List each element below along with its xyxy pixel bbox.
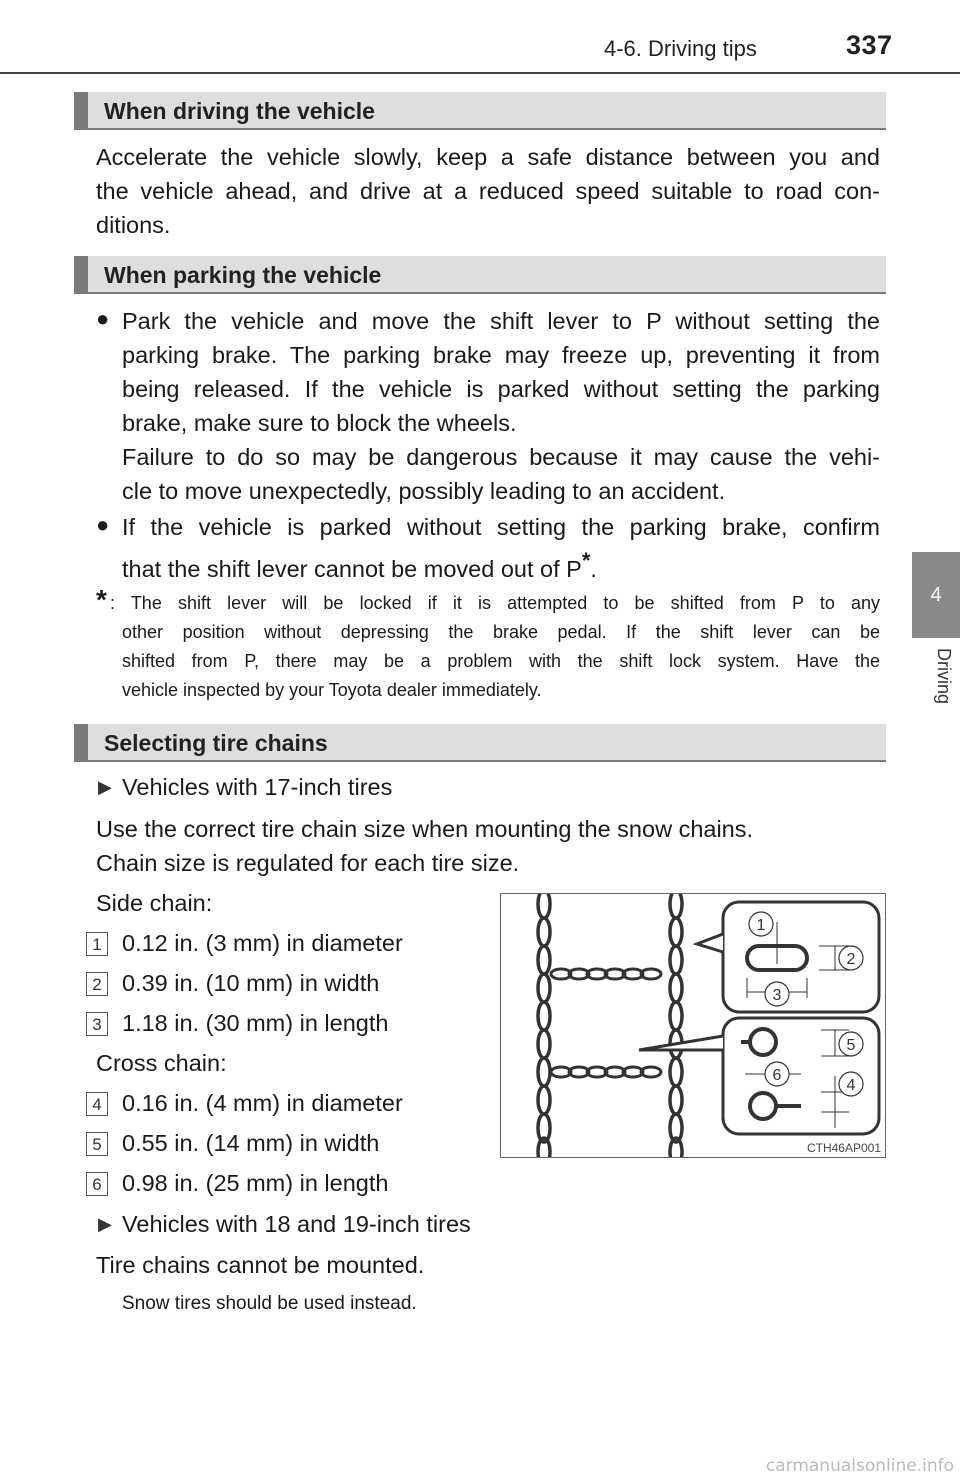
tire-chain-illustration [501, 894, 885, 1157]
callout-6: 6 [772, 1067, 782, 1084]
callout-number: 6 [86, 1172, 108, 1196]
subheading-17in: Vehicles with 17-inch tires [122, 774, 393, 800]
spec-text: 0.98 in. (25 mm) in length [122, 1170, 389, 1196]
callout-number: 3 [86, 1012, 108, 1036]
callout-4: 4 [846, 1077, 856, 1094]
side-chain-left [538, 894, 550, 1157]
cross-chain-label: Cross chain: [96, 1050, 227, 1076]
page-number: 337 [846, 30, 893, 60]
callout-number: 2 [86, 972, 108, 996]
driving-paragraph [96, 140, 880, 242]
callout-5: 5 [846, 1037, 856, 1054]
text-line: Tire chains cannot be mounted. [96, 1252, 425, 1278]
text-line: being released. If the vehicle is parked without setting the parking [122, 376, 880, 402]
chapter-label: Driving [934, 648, 954, 705]
asterisk-mark: * [581, 548, 591, 573]
note-text: Snow tires should be used instead. [122, 1293, 417, 1314]
text-line: Failure to do so may be dangerous because it may cause the vehi- [122, 444, 880, 470]
spec-text: 0.16 in. (4 mm) in diameter [122, 1090, 403, 1116]
spec-text: 0.12 in. (3 mm) in diameter [122, 930, 403, 956]
text-line: the vehicle ahead, and drive at a reduced speed suitable to road con- [96, 178, 880, 204]
text-line: vehicle inspected by your Toyota dealer immediately. [122, 680, 542, 700]
text-line [122, 544, 880, 586]
callout-2: 2 [846, 951, 856, 968]
spec-text: 0.55 in. (14 mm) in width [122, 1130, 380, 1156]
text-run: . [590, 555, 597, 582]
text-line: parking brake. The parking brake may freeze up, preventing it from [122, 342, 880, 368]
footnote-mark: * [96, 584, 107, 615]
figure-code: CTH46AP001 [806, 1141, 881, 1155]
cross-chain-lower [551, 1067, 661, 1077]
chapter-tab: 4 [912, 552, 960, 638]
callout-1: 1 [756, 917, 766, 934]
text-line: Park the vehicle and move the shift lever to P without setting the [122, 308, 880, 334]
text-line: Accelerate the vehicle slowly, keep a safe distance between you and [96, 144, 880, 170]
header-rule [0, 72, 960, 74]
cross-chain-upper [551, 969, 661, 979]
callout-number: 1 [86, 932, 108, 956]
text-line: cle to move unexpectedly, possibly leading to an accident. [122, 478, 726, 504]
bullet-icon: ● [96, 512, 110, 537]
text-line: Chain size is regulated for each tire size. [96, 850, 520, 876]
text-line: other position without depressing the brake pedal. If the shift lever can be [122, 622, 880, 642]
section-heading-driving [74, 92, 886, 130]
parking-bullet-1 [122, 304, 880, 508]
bullet-icon: ● [96, 306, 110, 331]
section-title: 4-6. Driving tips [604, 36, 757, 61]
tire-chain-figure [500, 893, 886, 1158]
text-line: ditions. [96, 212, 171, 238]
callout-number: 4 [86, 1092, 108, 1116]
text-line: : The shift lever will be locked if it is attempted to be shifted from P to any [110, 593, 880, 613]
text-line: brake, make sure to block the wheels. [122, 410, 517, 436]
heading-text: Selecting tire chains [104, 730, 328, 756]
section-heading-chains [74, 724, 886, 762]
watermark: carmanualsonline.info [765, 1456, 954, 1476]
text-line: shifted from P, there may be a problem with the shift lock system. Have the [122, 651, 880, 671]
footnote [110, 589, 880, 705]
parking-bullet-2 [122, 510, 880, 586]
text-line: Use the correct tire chain size when mounting the snow chains. [96, 816, 754, 842]
callout-3: 3 [772, 987, 782, 1004]
side-chain-label: Side chain: [96, 890, 213, 916]
spec-text: 1.18 in. (30 mm) in length [122, 1010, 389, 1036]
text-run: that the shift lever cannot be moved out of P [122, 555, 582, 582]
subheading-18-19in: Vehicles with 18 and 19-inch tires [122, 1211, 471, 1237]
section-heading-parking [74, 256, 886, 294]
arrow-right-icon: ▶ [98, 1214, 112, 1234]
heading-text: When parking the vehicle [104, 262, 382, 288]
callout-number: 5 [86, 1132, 108, 1156]
spec-text: 0.39 in. (10 mm) in width [122, 970, 380, 996]
arrow-right-icon: ▶ [98, 777, 112, 797]
side-chain-right [670, 894, 682, 1157]
text-line: If the vehicle is parked without setting the parking brake, confirm [122, 514, 880, 540]
heading-text: When driving the vehicle [104, 98, 375, 124]
